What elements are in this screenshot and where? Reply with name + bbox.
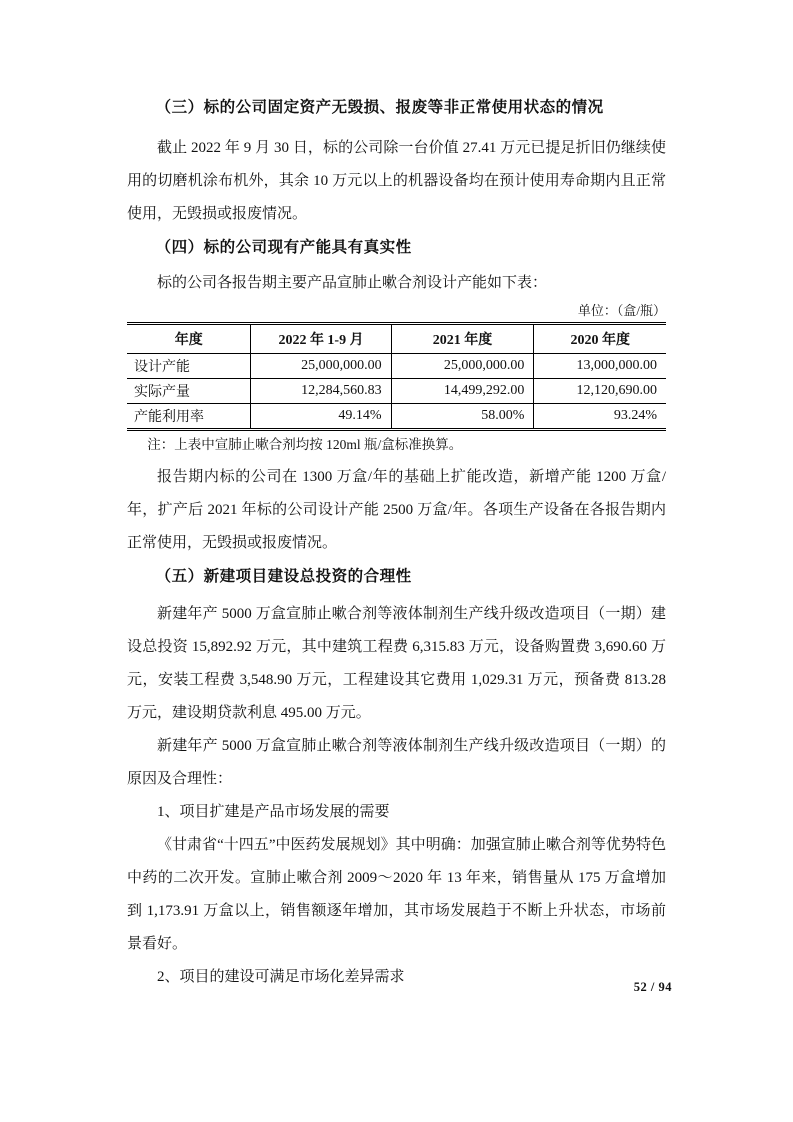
section-5-item-1-heading: 1、项目扩建是产品市场发展的需要 [157, 804, 390, 820]
capacity-table [127, 322, 666, 431]
table-header-2020: 2020 年度 [534, 324, 666, 354]
table-header-2021: 2021 年度 [391, 324, 534, 354]
section-3-paragraph: 截止 2022 年 9 月 30 日，标的公司除一台价值 27.41 万元已提足折旧仍继续使用的切磨机涂布机外，其余 10 万元以上的机器设备均在预计使用寿命期内且正常使用，无毁损或报废情况。 [127, 140, 666, 222]
table-header-year: 年度 [127, 324, 251, 354]
cell-value: 12,120,690.00 [534, 379, 666, 404]
section-4-intro: 标的公司各报告期主要产品宣肺止嗽合剂设计产能如下表： [157, 275, 548, 291]
section-4-paragraph: 报告期内标的公司在 1300 万盒/年的基础上扩能改造，新增产能 1200 万盒/年，扩产后 2021 年标的公司设计产能 2500 万盒/年。各项生产设备在各报告期内正常使用，无毁损或报废情况。 [127, 469, 666, 551]
cell-value: 58.00% [391, 404, 534, 430]
table-row-design-capacity [127, 354, 666, 379]
table-row-utilization [127, 404, 666, 430]
cell-value: 14,499,292.00 [391, 379, 534, 404]
table-header-2022: 2022 年 1-9 月 [251, 324, 391, 354]
table-note: 注：上表中宣肺止嗽合剂均按 120ml 瓶/盒标准换算。 [147, 437, 463, 452]
table-header-row [127, 324, 666, 354]
cell-value: 93.24% [534, 404, 666, 430]
cell-value: 12,284,560.83 [251, 379, 391, 404]
table-unit-label: 单位：（盒/瓶） [577, 303, 666, 318]
section-5-heading: （五）新建项目建设总投资的合理性 [155, 568, 412, 585]
section-5-paragraph-1: 新建年产 5000 万盒宣肺止嗽合剂等液体制剂生产线升级改造项目（一期）建设总投资 15,892.92 万元，其中建筑工程费 6,315.83 万元，设备购置费 3,690.60 万元，安装工程费 3,548.90 万元，工程建设其它费用 1,029.31 万元，预备费 813.28 万元，建设期贷款利息 495.00 万元。 [127, 606, 666, 721]
cell-value: 49.14% [251, 404, 391, 430]
row-label: 设计产能 [127, 354, 251, 379]
row-label: 实际产量 [127, 379, 251, 404]
section-5-item-2-heading: 2、项目的建设可满足市场化差异需求 [157, 969, 405, 985]
page-number: 52 / 94 [633, 980, 672, 994]
section-3-heading: （三）标的公司固定资产无毁损、报废等非正常使用状态的情况 [155, 99, 604, 116]
table-row-actual-output [127, 379, 666, 404]
row-label: 产能利用率 [127, 404, 251, 430]
section-4-heading: （四）标的公司现有产能具有真实性 [155, 239, 412, 256]
section-5-item-1-paragraph: 《甘肃省“十四五”中医药发展规划》其中明确：加强宣肺止嗽合剂等优势特色中药的二次开发。宣肺止嗽合剂 2009～2020 年 13 年来，销售量从 175 万盒增加到 1,173.91 万盒以上，销售额逐年增加，其市场发展趋于不断上升状态，市场前景看好。 [127, 837, 666, 952]
cell-value: 13,000,000.00 [534, 354, 666, 379]
cell-value: 25,000,000.00 [391, 354, 534, 379]
section-5-paragraph-2: 新建年产 5000 万盒宣肺止嗽合剂等液体制剂生产线升级改造项目（一期）的原因及合理性： [127, 738, 666, 787]
cell-value: 25,000,000.00 [251, 354, 391, 379]
